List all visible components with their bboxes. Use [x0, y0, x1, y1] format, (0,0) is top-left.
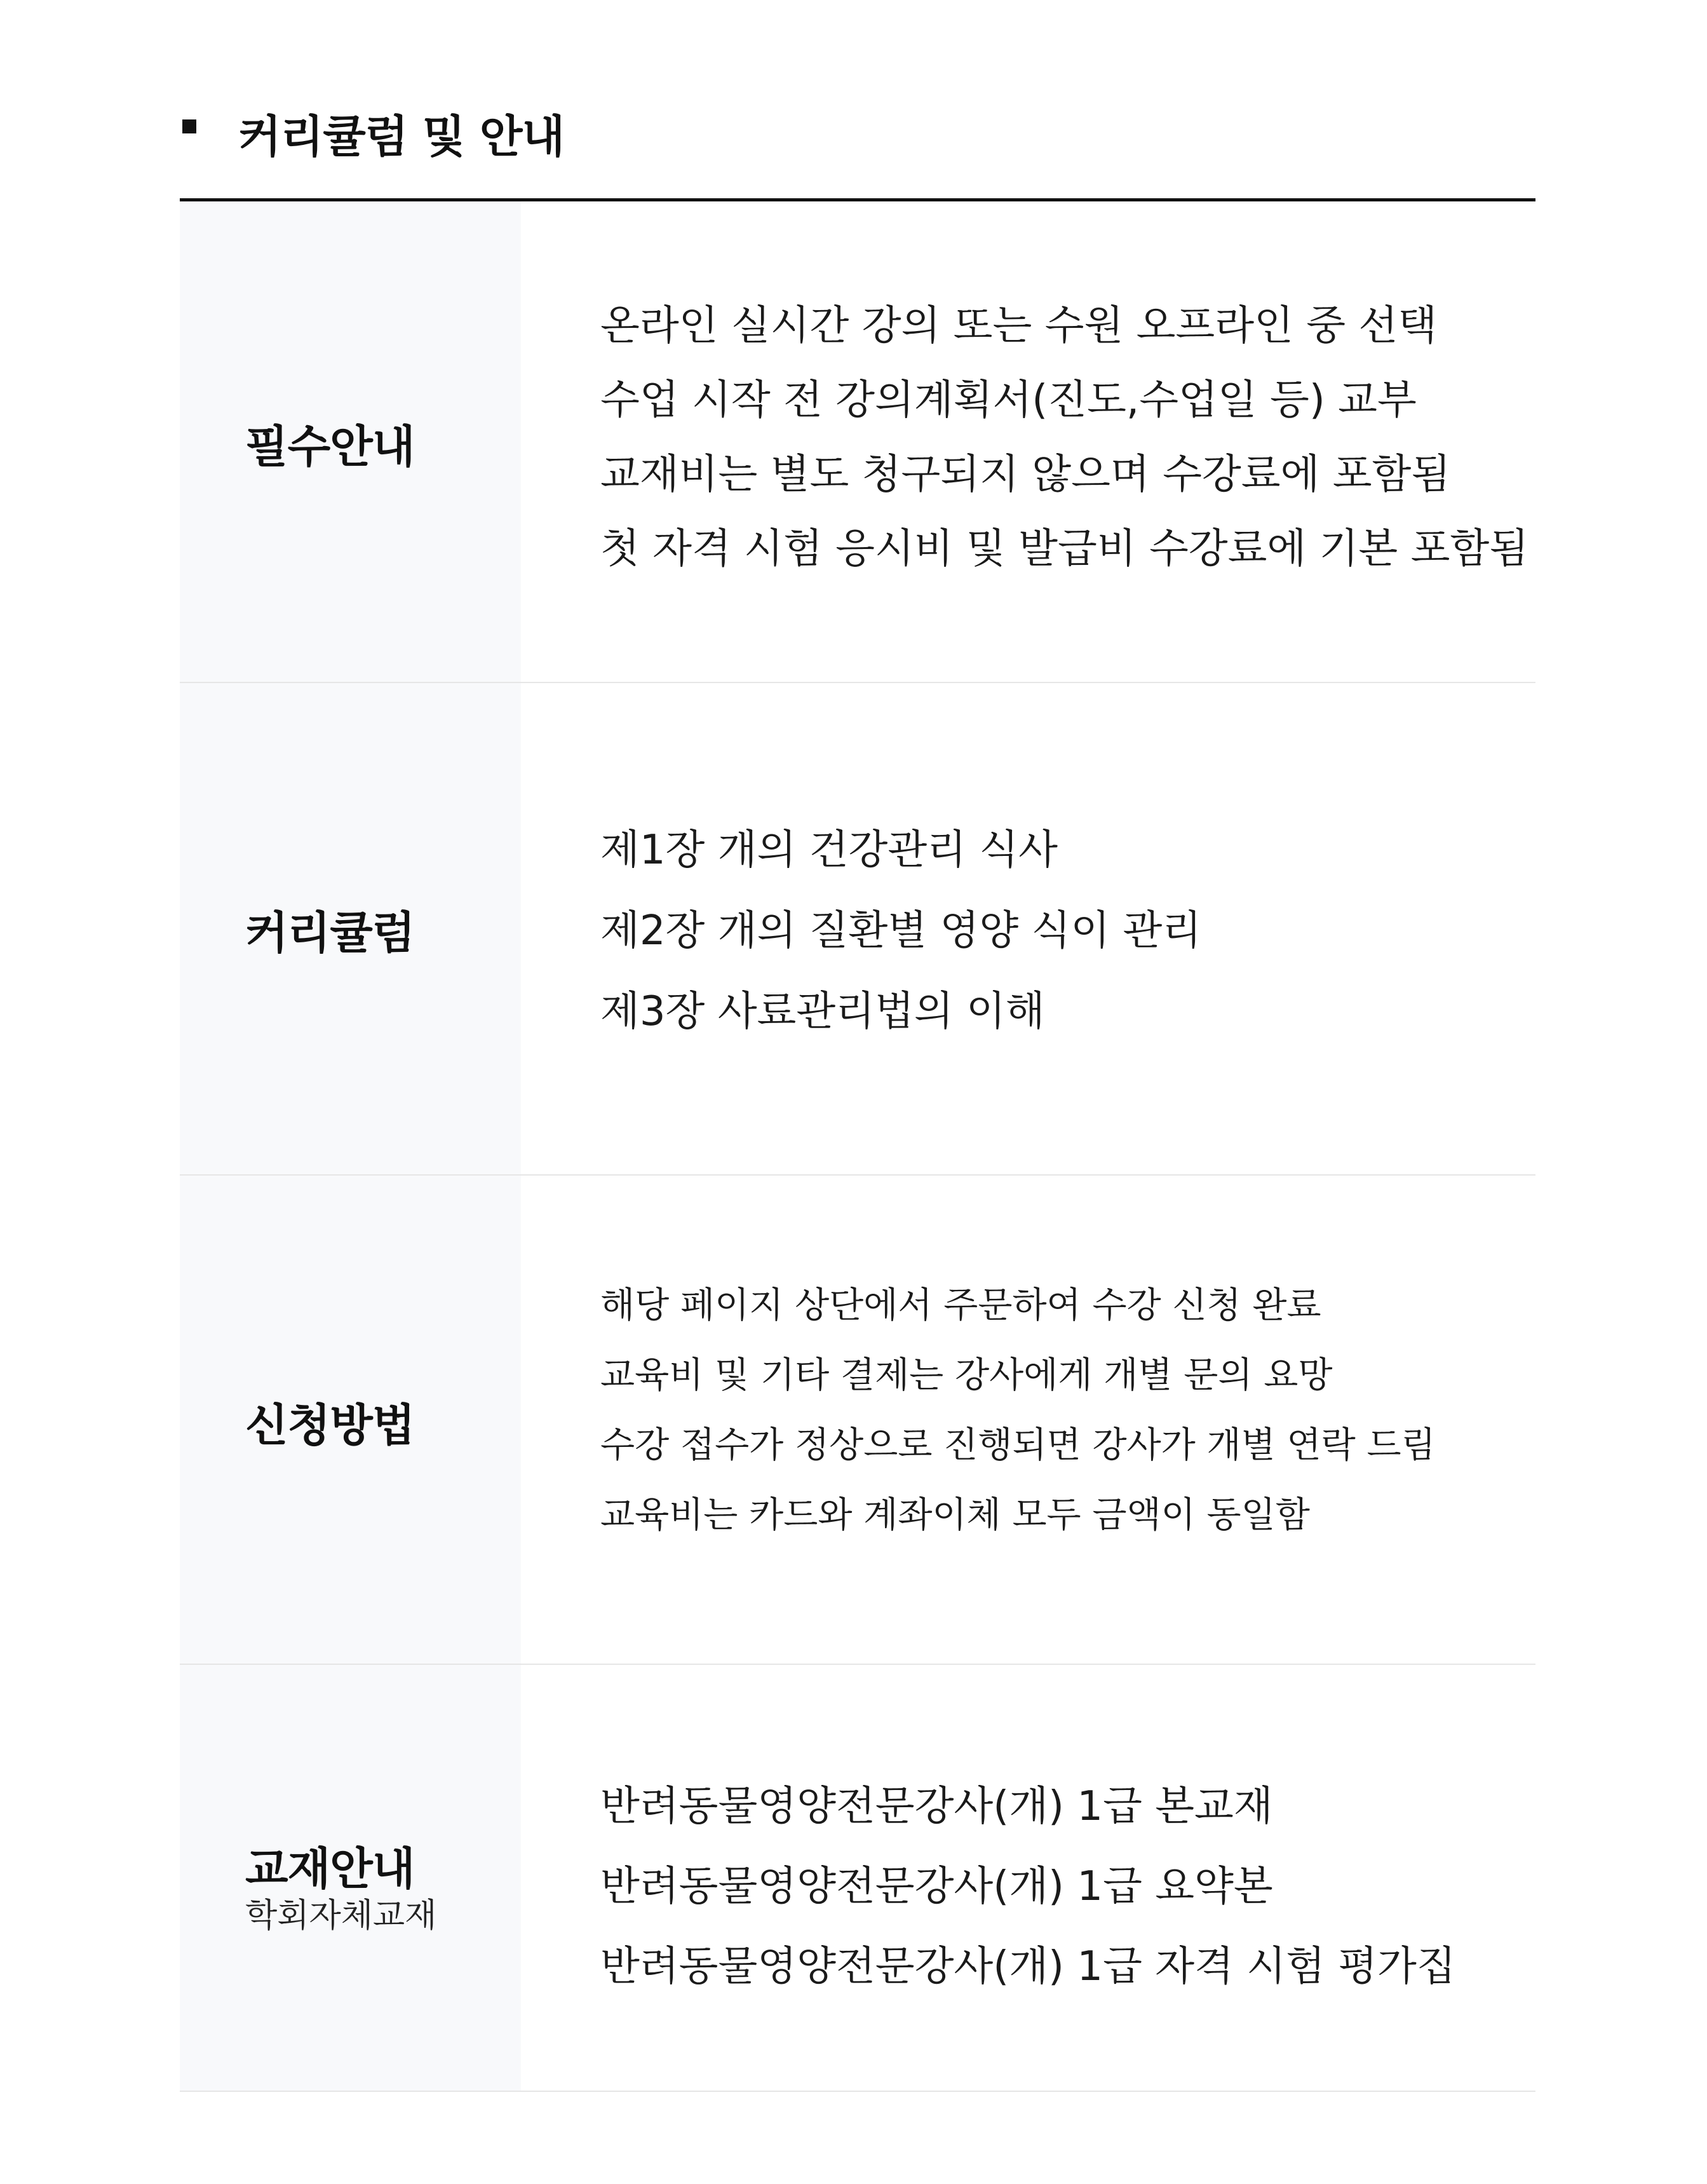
list-item: 반려동물영양전문강사(개) 1급 요약본 [600, 1863, 1273, 1910]
info-row-textbook [180, 1665, 1535, 2092]
row-content-list [600, 1271, 1523, 1550]
section-title: 커리큘럼 및 안내 [238, 111, 565, 163]
row-label-cell [180, 201, 521, 682]
row-label-cell [180, 1176, 521, 1664]
row-label-cell [180, 1665, 521, 2091]
list-item: 온라인 실시간 강의 또는 수원 오프라인 중 선택 [600, 302, 1438, 349]
list-item: 수강 접수가 정상으로 진행되면 강사가 개별 연락 드림 [600, 1425, 1436, 1466]
row-label: 교재안내 [245, 1843, 415, 1895]
info-row-required-notice [180, 201, 1535, 683]
row-label-cell [180, 683, 521, 1174]
info-row-curriculum [180, 683, 1535, 1176]
list-item: 교육비는 카드와 계좌이체 모두 금액이 동일함 [600, 1495, 1310, 1536]
square-bullet-icon [182, 119, 196, 133]
info-row-application [180, 1176, 1535, 1665]
list-item: 교육비 및 기타 결제는 강사에게 개별 문의 요망 [600, 1355, 1333, 1396]
list-item: 제1장 개의 건강관리 식사 [600, 827, 1058, 874]
list-item: 제2장 개의 질환별 영양 식이 관리 [600, 907, 1202, 954]
row-content-list [600, 289, 1529, 587]
list-item: 해당 페이지 상단에서 주문하여 수강 신청 완료 [600, 1285, 1321, 1326]
row-label: 커리큘럼 [245, 907, 415, 959]
list-item: 수업 시작 전 강의계획서(진도,수업일 등) 교부 [600, 377, 1417, 424]
section-header [180, 102, 1535, 172]
row-content-list [600, 810, 1523, 1052]
list-item: 교재비는 별도 청구되지 않으며 수강료에 포함됨 [600, 451, 1451, 498]
list-item: 첫 자격 시험 응시비 및 발급비 수강료에 기본 포함됨 [600, 526, 1529, 573]
list-item: 반려동물영양전문강사(개) 1급 본교재 [600, 1783, 1273, 1830]
row-label: 신청방법 [245, 1399, 415, 1451]
row-content-list [600, 1767, 1523, 2007]
row-sublabel: 학회자체교재 [245, 1897, 437, 1935]
list-item: 제3장 사료관리법의 이해 [600, 988, 1045, 1035]
list-item: 반려동물영양전문강사(개) 1급 자격 시험 평가집 [600, 1943, 1456, 1990]
info-table [180, 201, 1535, 2092]
row-label: 필수안내 [245, 421, 415, 473]
